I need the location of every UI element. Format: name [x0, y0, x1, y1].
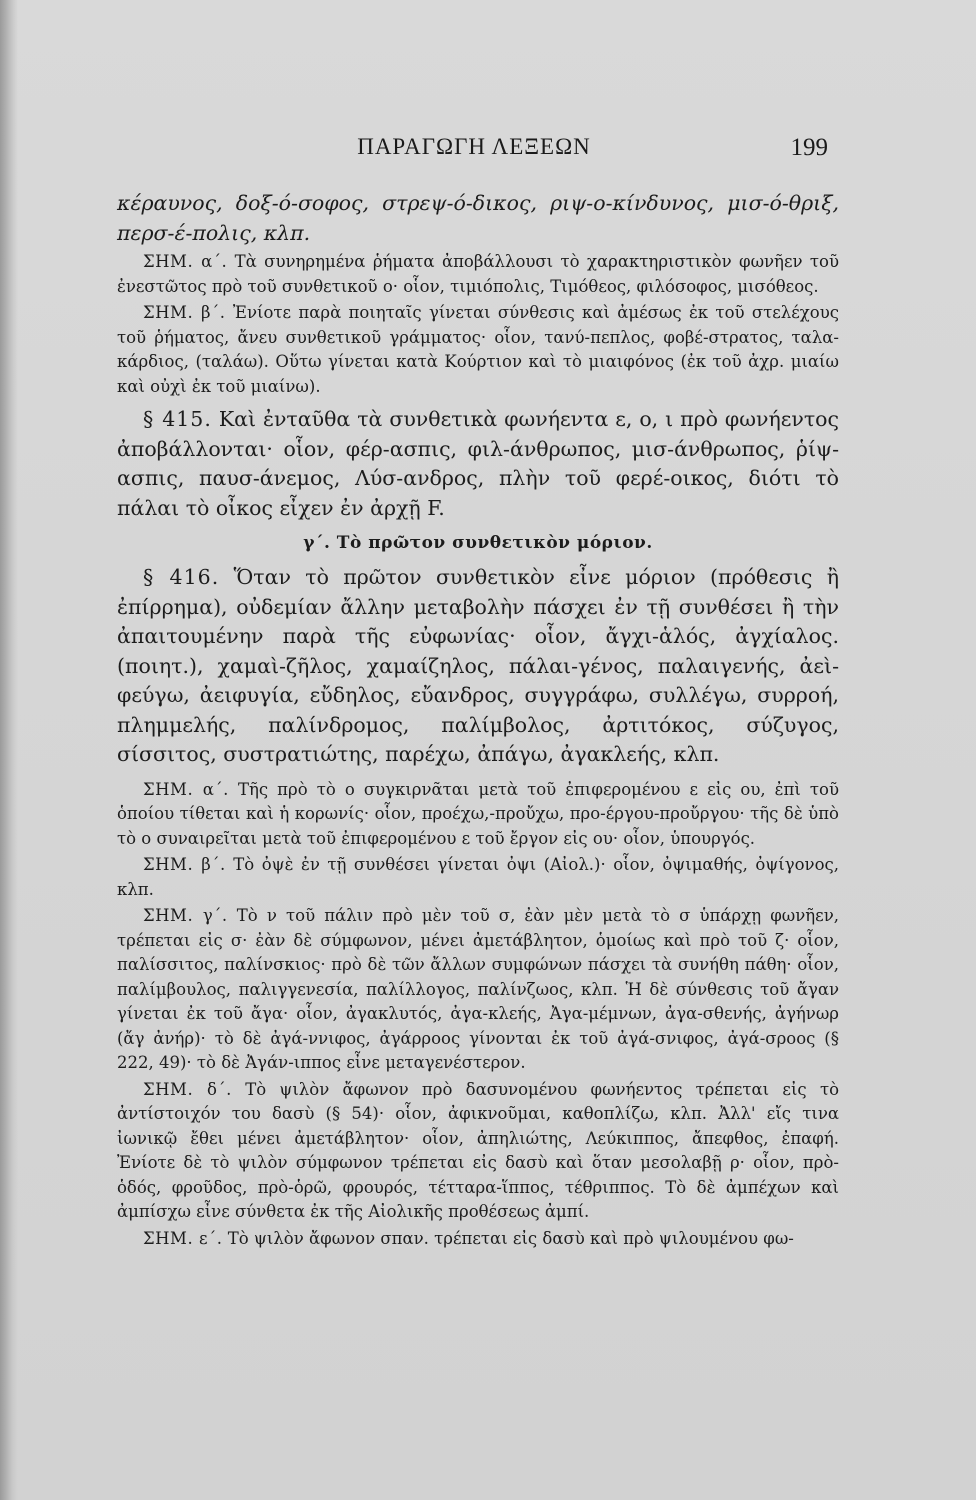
continuation-paragraph: κέραυνος, δοξ-ό-σοφος, στρεψ-ό-δικος, ριψ-ο-κίνδυνος, μισ-ό-θριξ, περσ-έ-πολις, κλπ. [117, 191, 839, 245]
note-416-c [117, 904, 839, 1076]
note-label: ΣΗΜ. α΄. [143, 252, 228, 271]
note-416-d [117, 1078, 839, 1225]
note-label: ΣΗΜ. β΄. [143, 303, 226, 322]
section-heading: γ΄. Τὸ πρῶτον συνθετικὸν μόριον. [303, 533, 653, 553]
page-binding-shadow [0, 0, 18, 1500]
running-title: ΠΑΡΑΓΩΓΗ ΛΕΞΕΩΝ [357, 134, 591, 159]
page-body [117, 189, 839, 1251]
note-text: Τὸ ν τοῦ πάλιν πρὸ μὲν τοῦ σ, ἐὰν μὲν μετὰ τὸ σ ὑπάρχῃ φωνῆεν, τρέπεται εἰς σ· ἐὰν δὲ σύμφωνον, μένει ἀμετάβλητον, ὁμοίως καὶ πρὸ τοῦ ζ· οἷον, παλίσσιτος, παλίνσκιος· πρὸ δὲ τῶν ἄλλων συμφώνων πάσχει τὰ συνήθη πάθη· οἷον, παλίμβουλος, παλιγγενεσία, παλίλλογος, παλίνζωος, κλπ. Ἡ δὲ σύνθεσις τοῦ ἄγαν γίνεται ἐκ τοῦ ἄγα· οἷον, ἀγακλυτός, ἀγα-κλεής, Ἀγα-μέμνων, ἀγα-σθενής, ἀγήνωρ (ἄγ ἀνήρ)· τὸ δὲ ἀγά-ννιφος, ἀγάρροος γίνονται ἐκ τοῦ ἀγά-σνιφος, ἀγά-σροος (§ 222, 49)· τὸ δὲ Ἀγάν-ιππος εἶνε μεταγενέστερον. [117, 906, 839, 1072]
note-text: Ἐνίοτε παρὰ ποιηταῖς γίνεται σύνθεσις καὶ ἀμέσως ἐκ τοῦ στελέχους τοῦ ῥήματος, ἄνευ συνθετικοῦ γράμματος· οἷον, τανύ-πεπλος, φοβέ-στρατος, ταλα-κάρδιος, (ταλάω). Οὕτω γίνεται κατὰ Κούρτιον καὶ τὸ μιαιφόνος (ἐκ τοῦ ἀχρ. μιαίω καὶ οὐχὶ ἐκ τοῦ μιαίνω). [117, 303, 839, 396]
section-number: § 415. [143, 407, 212, 431]
section-416 [117, 563, 839, 770]
note-text: Τῆς πρὸ τὸ ο συγκιρνᾶται μετὰ τοῦ ἐπιφερομένου ε εἰς ου, ἐπὶ τοῦ ὁποίου τίθεται καὶ ἡ κορωνίς· οἷον, προέχω,-προὔχω, προ-έργου-προὔργου· τῆς δὲ ὑπὸ τὸ ο συναιρεῖται μετὰ τοῦ ἐπιφερομένου ε τοῦ ἔργον εἰς ου· οἷον, ὑπουργός. [117, 779, 840, 848]
note-text: Τὸ ὀψὲ ἐν τῇ συνθέσει γίνεται ὀψι (Αἰολ.)· οἷον, ὀψιμαθής, ὀψίγονος, κλπ. [117, 855, 839, 899]
page-number: 199 [790, 134, 828, 161]
note-label: ΣΗΜ. α΄. [143, 779, 229, 799]
note-416-a [117, 778, 839, 852]
note-a [117, 250, 839, 299]
note-416-b [117, 853, 839, 902]
page-header [120, 134, 828, 166]
note-label: ΣΗΜ. δ΄. [143, 1079, 232, 1099]
section-415 [117, 405, 839, 523]
note-text: Τὸ ψιλὸν ἄφωνον πρὸ δασυνομένου φωνήεντος τρέπεται εἰς τὸ ἀντίστοιχόν του δασὺ (§ 54)· οἷον, ἀφικνοῦμαι, καθοπλίζω, κλπ. Ἀλλ' εἴς τινα ἰωνικῷ ἔθει μένει ἀμετάβλητον· οἷον, ἀπηλιώτης, Λεύκιππος, ἄπεφθος, ἐπαφή. Ἐνίοτε δὲ τὸ ψιλὸν σύμφωνον τρέπεται εἰς δασὺ καὶ ὅταν μεσολαβῇ ρ· οἷον, πρὸ-ὁδός, φροῦδος, πρὸ-ὁρῶ, φρουρός, τέτταρα-ἵππος, τέθριππος. Τὸ δὲ ἀμπέχων καὶ ἀμπίσχω εἶνε σύνθετα ἐκ τῆς Αἰολικῆς προθέσεως ἀμπί. [117, 1079, 839, 1221]
note-text: Τὸ ψιλὸν ἄφωνον σπαν. τρέπεται εἰς δασὺ καὶ πρὸ ψιλουμένου φω- [227, 1228, 794, 1248]
note-text: Τὰ συνηρημένα ῥήματα ἀποβάλλουσι τὸ χαρακτηριστικὸν φωνῆεν τοῦ ἐνεστῶτος πρὸ τοῦ συνθετικοῦ ο· οἷον, τιμιόπολις, Τιμόθεος, φιλόσοφος, μισόθεος. [117, 252, 840, 296]
note-label: ΣΗΜ. ε΄. [143, 1228, 223, 1248]
note-label: ΣΗΜ. γ΄. [143, 906, 228, 925]
section-text: Ὅταν τὸ πρῶτον συνθετικὸν εἶνε μόριον (πρόθεσις ἢ ἐπίρρημα), οὐδεμίαν ἄλλην μεταβολὴν πάσχει ἐν τῇ συνθέσει ἢ τὴν ἀπαιτουμένην παρὰ τῆς εὐφωνίας· οἷον, ἄγχι-ἁλός, ἀγχίαλος. (ποιητ.), χαμαὶ-ζῆλος, χαμαίζηλος, πάλαι-γένος, παλαιγενής, ἀεὶ-φεύγω, ἀειφυγία, εὔδηλος, εὔανδρος, συγγράφω, συλλέγω, συρροή, πλημμελής, παλίνδρομος, παλίμβολος, ἀρτιτόκος, σύζυγος, σίσσιτος, συστρατιώτης, παρέχω, ἀπάγω, ἀγακλεής, κλπ. [117, 565, 839, 766]
note-b [117, 301, 839, 399]
section-number: § 416. [143, 565, 220, 589]
section-text: Καὶ ἐνταῦθα τὰ συνθετικὰ φωνήεντα ε, ο, ι πρὸ φωνήεντος ἀποβάλλονται· οἷον, φέρ-ασπις, φιλ-άνθρωπος, μισ-άνθρωπος, ῥίψ-ασπις, παυσ-άνεμος, Λύσ-ανδρος, πλὴν τοῦ φερέ-οικος, διότι τὸ πάλαι τὸ οἶκος εἶχεν ἐν ἀρχῇ F. [117, 407, 839, 520]
note-416-e [117, 1227, 839, 1252]
note-label: ΣΗΜ. β΄. [143, 855, 226, 874]
